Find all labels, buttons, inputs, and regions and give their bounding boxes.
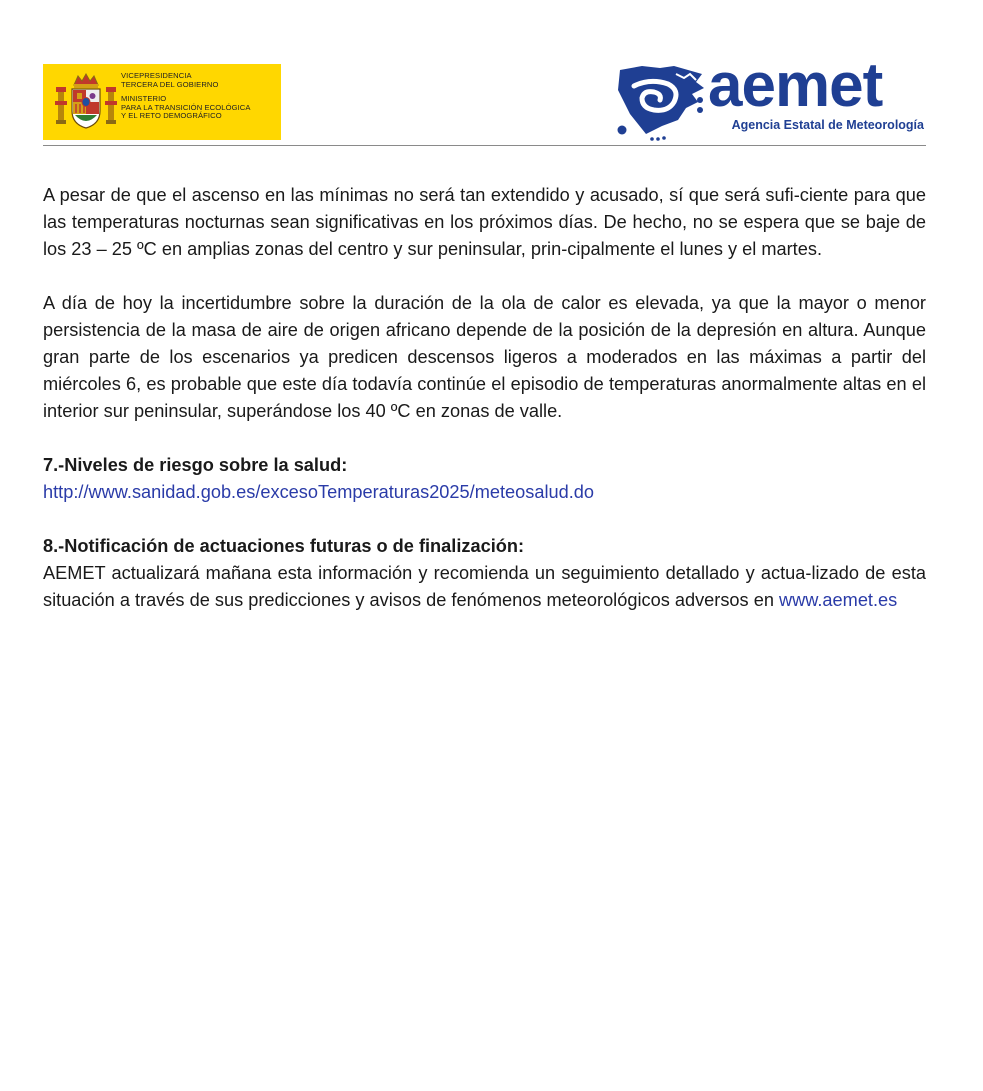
gov-line: VICEPRESIDENCIA	[121, 71, 192, 80]
section-7-title: 7.-Niveles de riesgo sobre la salud:	[43, 455, 348, 475]
gov-line: Y EL RETO DEMOGRÁFICO	[121, 111, 222, 121]
page-header	[43, 51, 926, 147]
header-divider	[43, 145, 926, 146]
section-8-text	[43, 560, 926, 614]
health-risk-link[interactable]: http://www.sanidad.gob.es/excesoTemperaturas2025/meteosalud.do	[43, 482, 595, 502]
government-text	[121, 72, 279, 121]
gov-line: MINISTERIO	[121, 94, 167, 104]
section-8-body: AEMET actualizará mañana esta información y recomienda un seguimiento detallado y actua-lizado de esta situación a través de sus predicciones y avisos de fenómenos meteorológicos adversos en	[43, 563, 926, 610]
section-health-risk	[43, 452, 926, 506]
section-future-notifications	[43, 533, 926, 614]
gov-line: PARA LA TRANSICIÓN ECOLÓGICA	[121, 102, 251, 112]
gov-line: TERCERA DEL GOBIERNO	[121, 79, 219, 89]
aemet-logo	[616, 51, 926, 142]
paragraph-heatwave-uncertainty: A día de hoy la incertidumbre sobre la duración de la ola de calor es elevada, ya que la mayor o menor persistencia de la masa de aire de origen africano depende de la posición de la depresión en altura. Aunque gran parte de los escenarios ya predicen descensos ligeros a moderados en las máximas a partir del miércoles 6, es probable que este día todavía continúe el episodio de temperaturas anormalmente altas en el interior sur peninsular, superándose los 40 ºC en zonas de valle.	[43, 293, 926, 421]
document-body	[43, 182, 926, 641]
aemet-website-link[interactable]: www.aemet.es	[778, 590, 898, 610]
coat-of-arms-icon	[55, 71, 117, 133]
aemet-agency-name: Agencia Estatal de Meteorología	[731, 118, 924, 132]
section-8-title: 8.-Notificación de actuaciones futuras o de finalización:	[43, 536, 525, 556]
paragraph-minimum-temperatures: A pesar de que el ascenso en las mínimas no será tan extendido y acusado, sí que será sufi-ciente para que las temperaturas nocturnas sean significativas en los próximos días. De hecho, no se espera que se baje de los 23 – 25 ºC en amplias zonas del centro y sur peninsular, prin-cipalmente el lunes y el martes.	[43, 185, 926, 259]
aemet-wordmark: aemet	[708, 51, 883, 120]
aemet-emblem-icon	[616, 64, 708, 142]
government-logo	[43, 64, 281, 140]
